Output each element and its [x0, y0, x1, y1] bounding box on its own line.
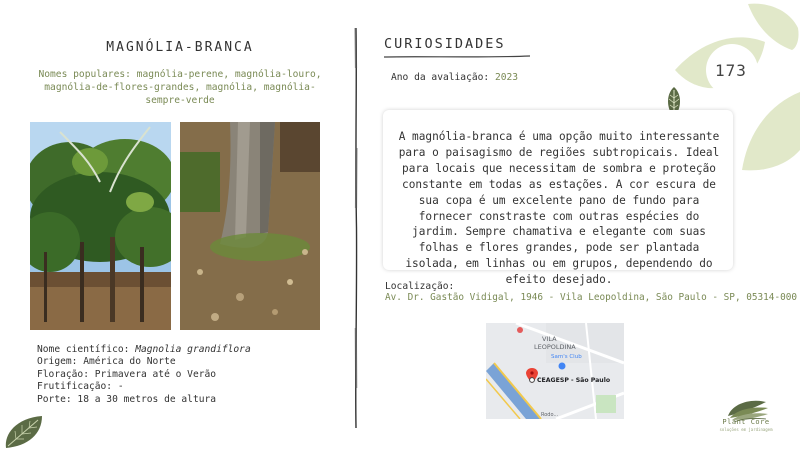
title-underline — [384, 53, 530, 61]
fruiting-row: Frutificação: - — [37, 381, 124, 393]
plant-core-logo — [722, 392, 772, 432]
map-road-label: Rodo... — [541, 412, 559, 418]
ceagesp-dot-icon — [530, 378, 535, 383]
sams-club-icon — [559, 363, 566, 370]
size-row: Porte: 18 a 30 metros de altura — [37, 393, 217, 405]
evaluation-year: 2023 — [494, 72, 519, 83]
evaluation-year-row — [391, 72, 518, 83]
logo-tagline: soluções em jardinagem — [719, 427, 773, 432]
description-text: A magnólia-branca é uma opção muito interessante para o paisagismo de regiões subtropicais. Ideal para locais que necessitam de sombra e proteção constante em todas as estações. A cor escura de sua copa é um excelente pano de fundo para fornecer constraste com outras espécies do jardim. Sempre chamativa e elegante com suas folhas e flores grandes, pode ser plantada isolada, em linhas ou em grupos, dependendo do efeito desejado. — [398, 130, 720, 287]
bottom-leaf-icon — [2, 412, 44, 450]
scientific-name-label: Nome científico: — [37, 344, 136, 355]
curiosities-title: CURIOSIDADES — [384, 36, 506, 52]
scientific-name-value: Magnolia grandiflora — [135, 344, 251, 355]
plant-facts — [37, 344, 251, 406]
tree-trunk-photo — [180, 122, 320, 330]
location-label: Localização: — [385, 281, 455, 292]
map-district-line1: VILA — [542, 335, 557, 343]
popular-names: Nomes populares: magnólia-perene, magnólia-louro, magnólia-de-flores-grandes, magnólia, magnólia-sempre-verde — [38, 69, 322, 106]
map-poi-label: Sam's Club — [551, 354, 582, 360]
tree-canopy-photo — [30, 122, 171, 330]
map-marker-label: CEAGESP - São Paulo — [537, 377, 611, 384]
plant-title: MAGNÓLIA-BRANCA — [106, 40, 254, 55]
evaluation-label: Ano da avaliação: — [391, 72, 495, 83]
leaf-bottom — [742, 92, 800, 170]
location-map[interactable] — [486, 323, 624, 419]
poi-pin-icon — [517, 327, 523, 333]
map-district-line2: LEOPOLDINA — [534, 343, 576, 351]
column-divider — [349, 28, 363, 428]
location-address: Av. Dr. Gastão Vidigal, 1946 - Vila Leopoldina, São Paulo - SP, 05314-000 — [385, 292, 798, 303]
flowering-row: Floração: Primavera até o Verão — [37, 368, 217, 380]
origin-row: Origem: América do Norte — [37, 356, 176, 368]
logo-name: Plant Core — [722, 418, 770, 426]
scientific-name-row — [37, 344, 251, 356]
page-number: 173 — [715, 61, 747, 80]
